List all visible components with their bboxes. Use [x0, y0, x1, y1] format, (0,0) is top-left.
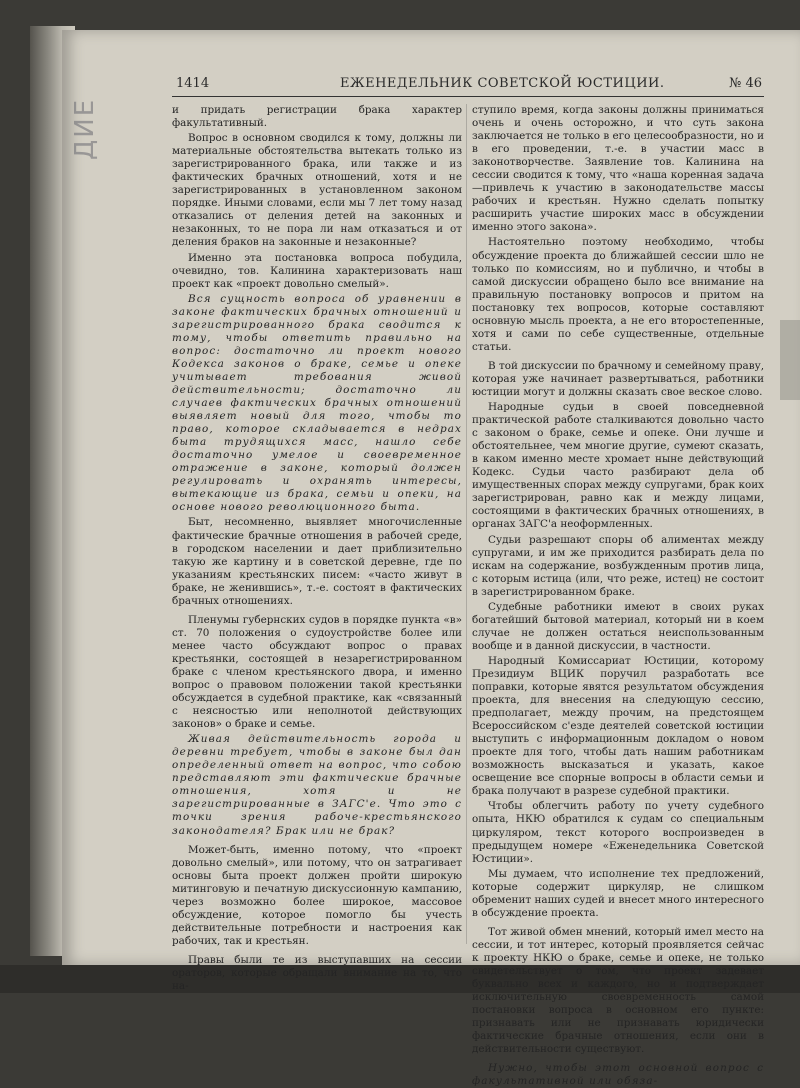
paragraph: Настоятельно поэтому необходимо, чтобы обсуждение проекта до ближайшей сессии шло не только по комиссиям, но и публично, и чтобы в самой дискуссии обращено было все внимание на правильную постановку вопросов и притом на постановку тех вопросов, которые составляют основную мысль проекта, а не его второстепенные, хотя и сами по себе существенные, отдельные статьи. [472, 236, 764, 353]
paragraph: Именно эта постановка вопроса побудила, очевидно, тов. Калинина характеризовать наш проект как «проект довольно смелый». [172, 251, 462, 290]
paragraph: Живая действительность города и деревни требует, чтобы в законе был дан определенный ответ на вопрос, что собою представляют эти фактические брачные отношения, хотя и не зарегистрированные в ЗАГС'е. Что это с точки зрения рабоче-крестьянского законодателя? Брак или не брак? [172, 733, 462, 837]
paragraph: Правы были те из выступавших на сессии ораторов, которые обращали внимание на то, что на- [172, 953, 462, 993]
paragraph: Вся сущность вопроса об уравнении в законе фактических брачных отношений и зарегистрированного брака сводится к тому, чтобы ответить правильно на вопрос: достаточно ли проект нового Кодекса законов о браке, семье и опеке учитывает требования живой действительности; достаточно ли случаев фактических брачных отношений выявляет новый для того, чтобы то право, которое складывается в недрах быта трудящихся масс, нашло себе достаточно умелое и своевременное отражение в законе, который должен регулировать и охранять интересы, вытекающие из брака, семьи и опеки, на основе нового революционного быта. [172, 292, 462, 514]
paragraph: Пленумы губернских судов в порядке пункта «в» ст. 70 положения о судоустройстве более или менее часто обсуждают вопрос о правах крестьянки, состоящей в незарегистрированном браке с членом крестьянского двора, и именно вопрос о правовом положении такой крестьянки обсуждается в судебной практике, как «связанный с неясностью или неполнотой действующих законов» о браке и семье. [172, 613, 462, 731]
paragraph: Тот живой обмен мнений, который имел место на сессии, и тот интерес, который проявляется сейчас к проекту НКЮ о браке, семье и опеке, не только свидетельствует о том, что проект задевает буквально всех и каждого, но и подтверждает исключительную своевременность самой постановки вопроса в основном его пункте: признавать или не признавать юридически фактические брачные отношения, если они в действительности существуют. [472, 925, 765, 1056]
column-divider [466, 104, 467, 944]
journal-title: ЕЖЕНЕДЕЛЬНИК СОВЕТСКОЙ ЮСТИЦИИ. [340, 76, 665, 91]
paragraph: Вопрос в основном сводился к тому, должны ли материальные обстоятельства вытекать только из зарегистрированного брака, или также и из фактических брачных отношений, хотя и не зарегистрированных в установленном законом порядке. Иными словами, если мы 7 лет тому назад отказались от деления детей на законных и незаконных, то не пора ли нам отказаться и от деления браков на законные и незаконные? [172, 132, 462, 249]
page-number: 1414 [176, 76, 210, 91]
left-column [172, 104, 462, 993]
running-head [172, 72, 762, 94]
paragraph: Может-быть, именно потому, что «проект довольно смелый», или потому, что он затрагивает основы быта проект должен пройти широкую митинговую и печатную дискуссионную кампанию, через возможно более широкое, массовое обсуждение, которое помогло бы учесть действительные потребности и настроения как рабочих, так и крестьян. [172, 843, 462, 947]
margin-stamp: ДИЕ [70, 97, 100, 160]
paragraph: Быт, несомненно, выявляет многочисленные фактические брачные отношения в рабочей среде, в городском населении и дает приблизительно такую же картину и в советской деревне, где по указаниям крестьянских писем: «часто живут в браке, не женившись», т.-е. состоят в фактических брачных отношениях. [172, 516, 462, 607]
header-rule [172, 96, 764, 97]
paragraph: Судьи разрешают споры об алиментах между супругами, и им же приходится разбирать дела по искам на содержание, возбужденным против лица, с которым истица (или, что реже, истец) не состоит в зарегистрированном браке. [472, 533, 764, 598]
paragraph: Чтобы облегчить работу по учету судебного опыта, НКЮ обратился к судам со специальным циркуляром, текст которого воспроизведен в предыдущем номере «Еженедельника Советской Юстиции». [472, 800, 764, 865]
paragraph: Народные судьи в своей повседневной практической работе сталкиваются довольно часто с законом о браке, семье и опеке. Они лучше и обстоятельнее, чем многие другие, сумеют сказать, в каком именно месте хромает ныне действующий Кодекс. Судьи часто разбирают дела об имущественных спорах между супругами, брак коих зарегистрирован, равно как и между лицами, состоящими в фактических брачных отношениях, в органах ЗАГС'а неоформленных. [472, 401, 764, 531]
right-column [472, 104, 765, 1088]
paragraph: Мы думаем, что исполнение тех предложений, которые содержит циркуляр, не слишком обременит наших судей и внесет много интересного в обсуждение проекта. [472, 867, 764, 919]
issue-number: № 46 [729, 76, 762, 91]
paragraph: Народный Комиссариат Юстиции, которому Президиум ВЦИК поручил разработать все поправки, которые явятся результатом обсуждения проекта, для внесения на следующую сессию, предполагает, между прочим, на предстоящем Всероссийском с'езде деятелей советской юстиции выступить с информационным докладом о новом проекте для того, чтобы дать нашим работникам возможность высказаться и указать, какое освещение все спорные вопросы в области семьи и брака получают в разрезе судебной практики. [472, 654, 764, 798]
paragraph: В той дискуссии по брачному и семейному праву, которая уже начинает развертываться, работники юстиции могут и должны сказать свое веское слово. [472, 359, 764, 398]
paragraph: ступило время, когда законы должны приниматься очень и очень осторожно, и что суть закона заключается не только в его целесообразности, но и в его проведении, т.-е. в участии масс в законотворчестве. Заявление тов. Калинина на сессии сводится к тому, что «наша коренная задача—привлечь к участию в законодательстве массы рабочих и крестьян. Нужно сделать попытку расширить участие широких масс в обсуждении именно этого закона». [472, 104, 765, 234]
right-edge-mark [780, 320, 800, 400]
paragraph: Судебные работники имеют в своих руках богатейший бытовой материал, который ни в коем случае не должен остаться неиспользованным вообще и в данной дискуссии, в частности. [472, 600, 764, 652]
paragraph: Нужно, чтобы этот основной вопрос с факультативной или обяза- [472, 1062, 764, 1088]
paragraph: и придать регистрации брака характер факультативный. [172, 104, 462, 130]
